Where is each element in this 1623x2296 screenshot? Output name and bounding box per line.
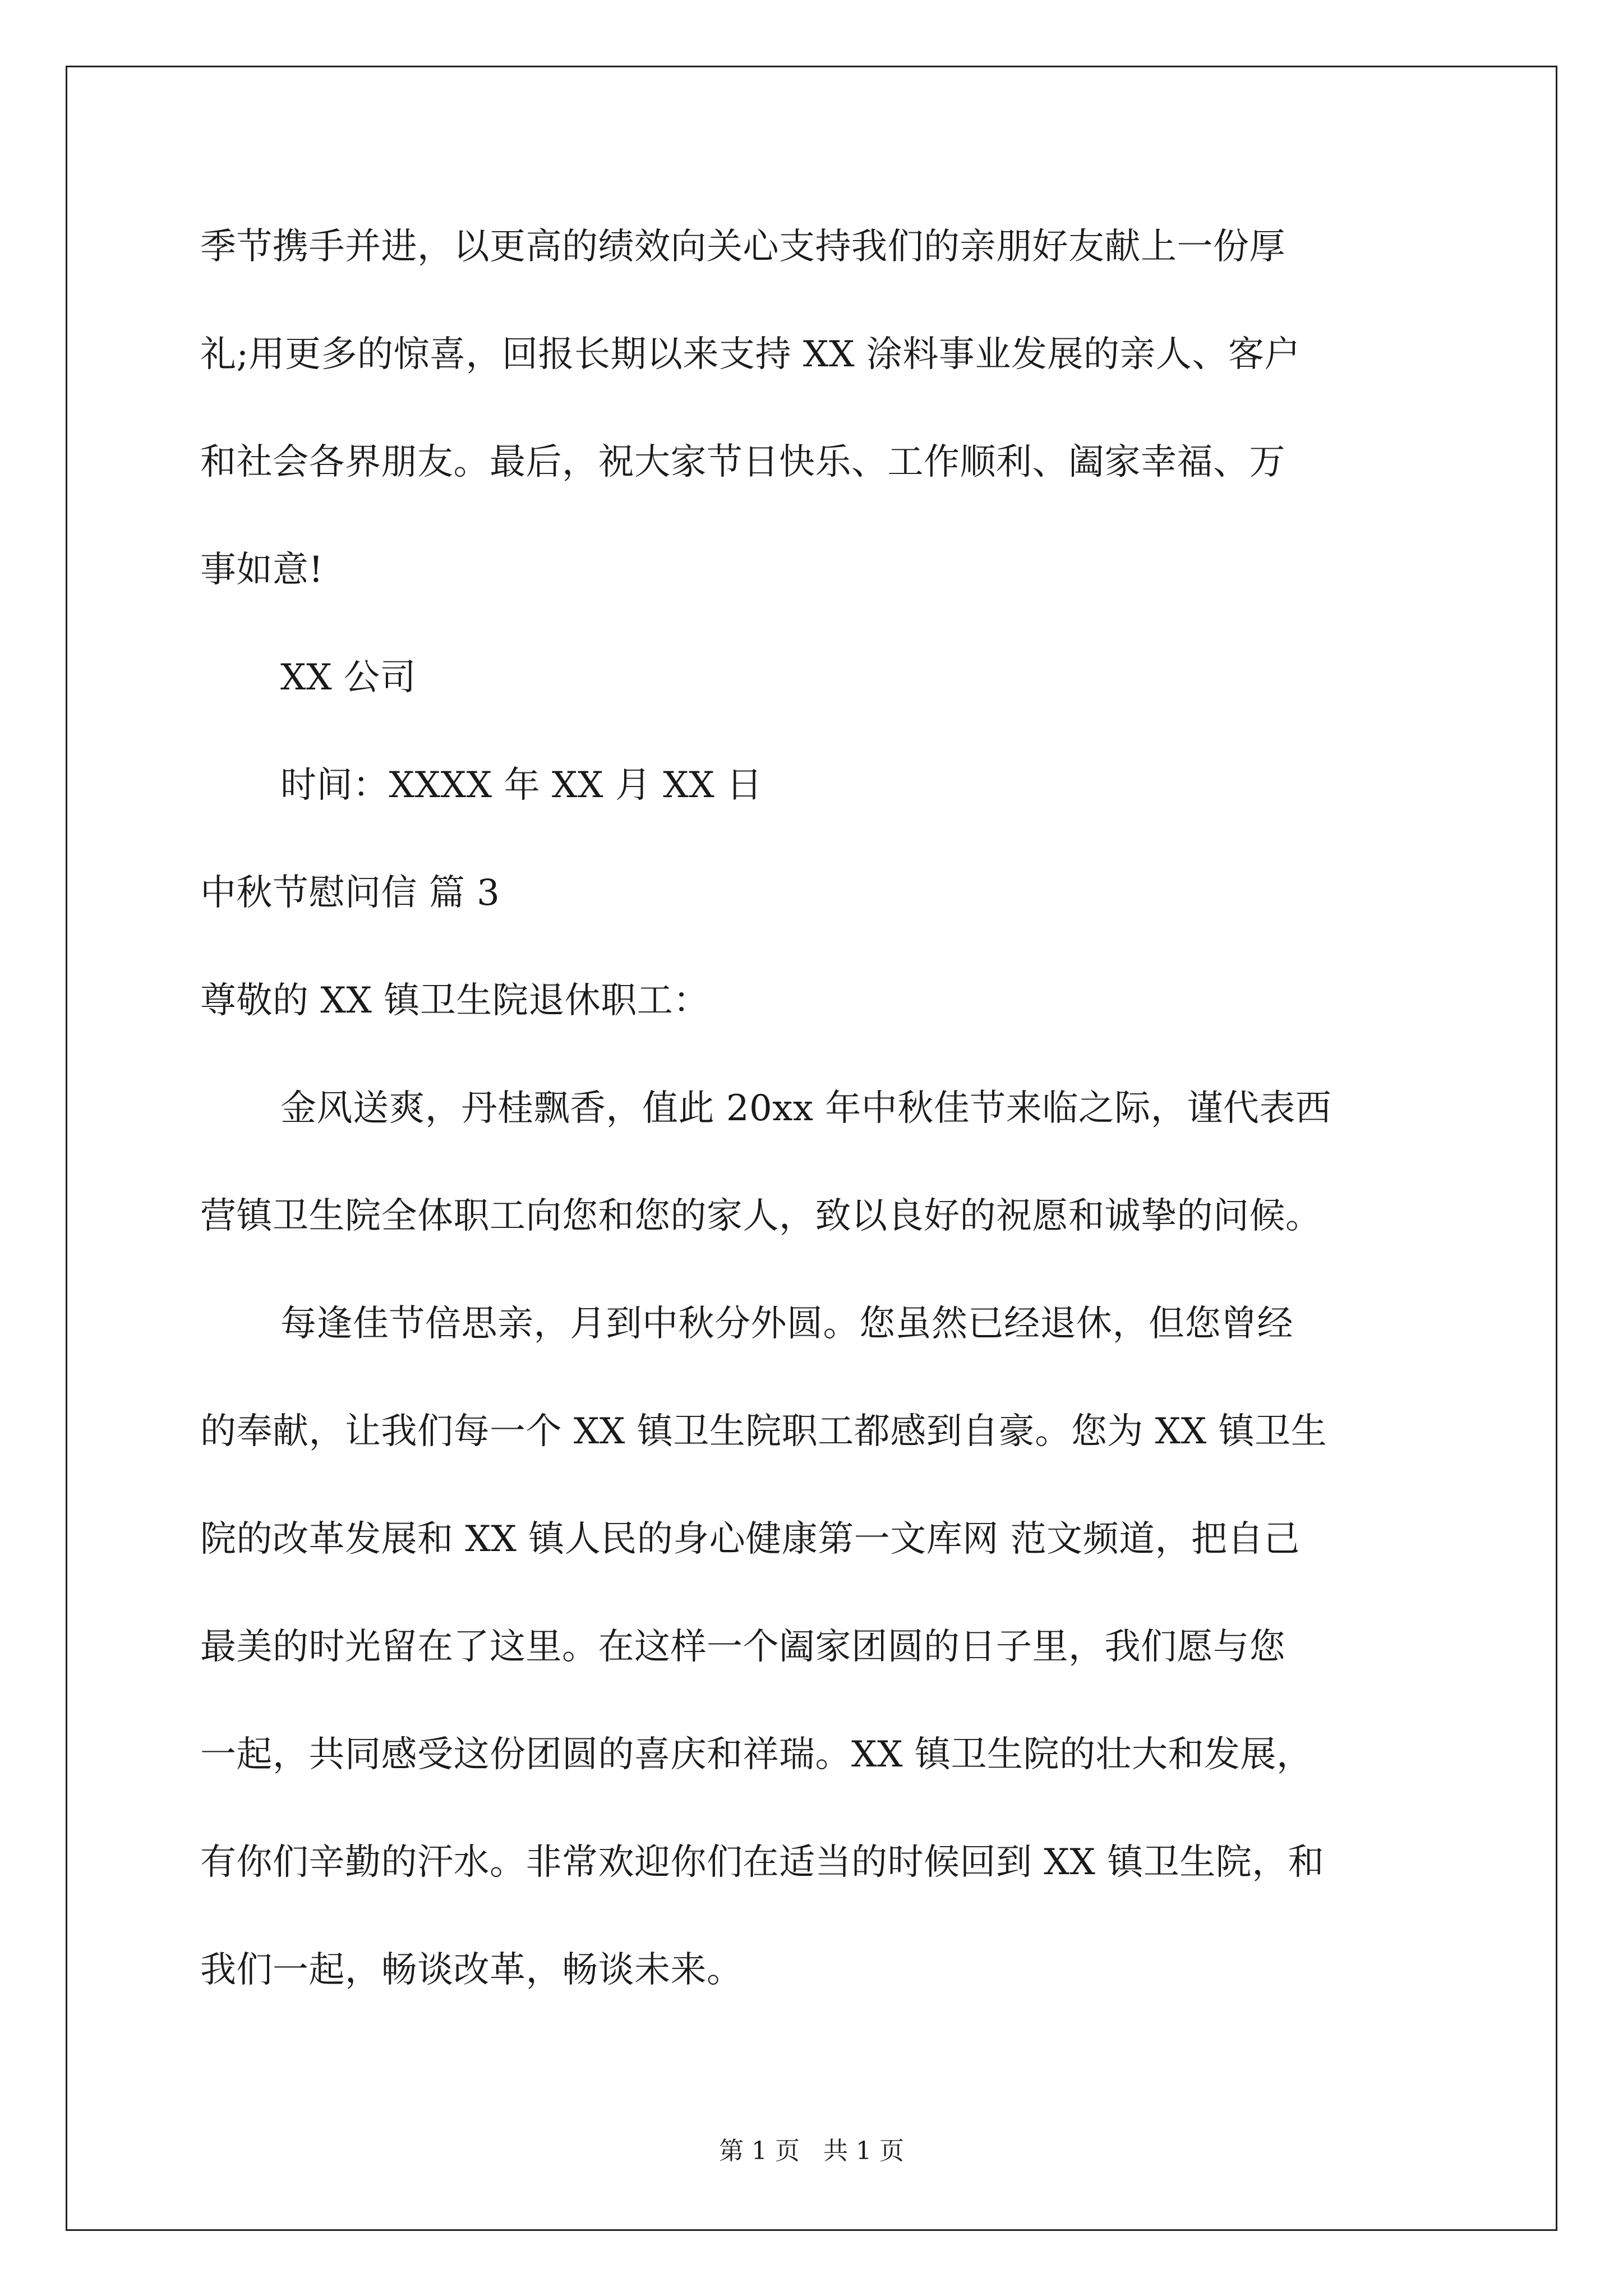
page-footer: 第 1 页 共 1 页	[719, 2137, 904, 2165]
text-line: 我们一起，畅谈改革，畅谈未来。	[200, 1949, 743, 1991]
section-heading: 中秋节慰问信 篇 3	[200, 872, 500, 914]
text-line: 事如意!	[200, 549, 324, 591]
signature-company: XX 公司	[280, 657, 416, 698]
page-border	[66, 66, 1557, 2231]
text-line: 一起，共同感受这份团圆的喜庆和祥瑞。XX 镇卫生院的壮大和发展，	[200, 1734, 1313, 1775]
text-line: 院的改革发展和 XX 镇人民的身心健康第一文库网 范文频道，把自己	[200, 1519, 1300, 1560]
text-line: 有你们辛勤的汗水。非常欢迎你们在适当的时候回到 XX 镇卫生院，和	[200, 1842, 1325, 1883]
salutation: 尊敬的 XX 镇卫生院退休职工：	[200, 980, 709, 1022]
text-line: 季节携手并进，以更高的绩效向关心支持我们的亲朋好友献上一份厚	[200, 226, 1285, 268]
text-line: 礼;用更多的惊喜，回报长期以来支持 XX 涂料事业发展的亲人、客户	[200, 334, 1301, 375]
text-line: 金风送爽，丹桂飘香，值此 20xx 年中秋佳节来临之际，谨代表西	[280, 1088, 1332, 1129]
text-line: 和社会各界朋友。最后，祝大家节日快乐、工作顺利、阖家幸福、万	[200, 441, 1285, 483]
text-line: 最美的时光留在了这里。在这样一个阖家团圆的日子里，我们愿与您	[200, 1626, 1285, 1668]
text-line: 营镇卫生院全体职工向您和您的家人，致以良好的祝愿和诚挚的问候。	[200, 1195, 1322, 1237]
text-line: 每逢佳节倍思亲，月到中秋分外圆。您虽然已经退休，但您曾经	[280, 1303, 1293, 1345]
text-line: 的奉献，让我们每一个 XX 镇卫生院职工都感到自豪。您为 XX 镇卫生	[200, 1411, 1327, 1452]
signature-date: 时间：XXXX 年 XX 月 XX 日	[280, 765, 763, 806]
